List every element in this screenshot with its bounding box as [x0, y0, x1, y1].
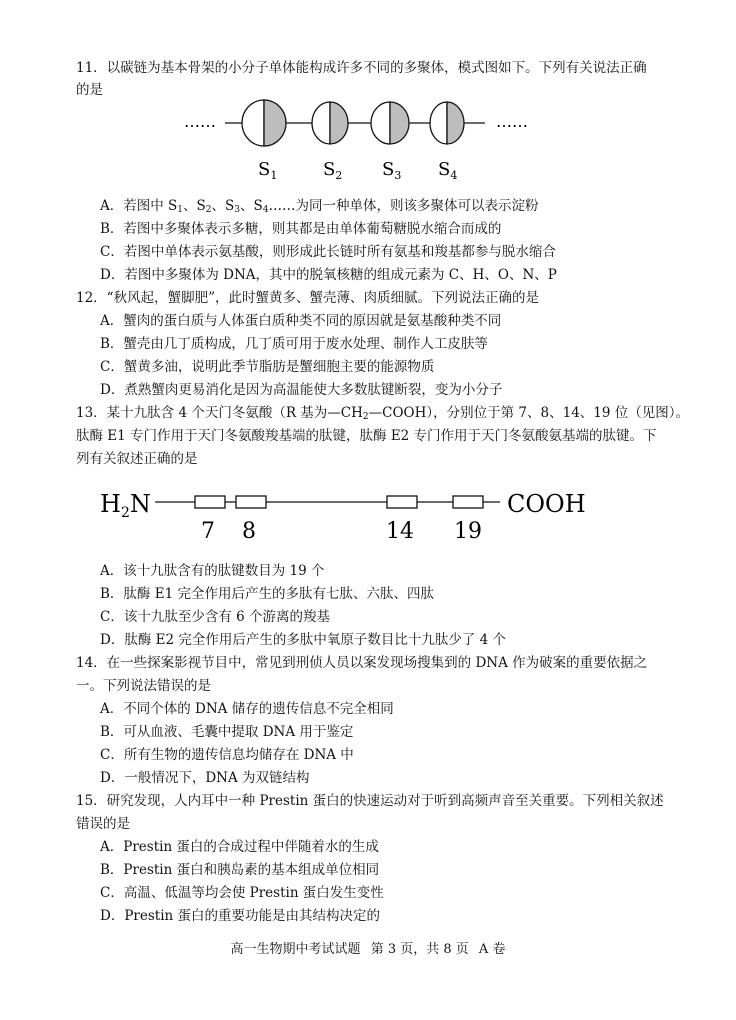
- q14-stem-line1: 14．在一些探案影视节目中，常见到刑侦人员以案发现场搜集到的 DNA 作为破案的重要依据之: [76, 655, 648, 671]
- q15-option-d: D．Prestin 蛋白的重要功能是由其结构决定的: [100, 908, 381, 924]
- q13-option-c: C．该十九肽至少含有 6 个游离的羧基: [100, 609, 331, 625]
- label-s1: $S_1$: [258, 159, 278, 182]
- chain-dots-left: ……: [184, 112, 216, 131]
- amino-terminus: $H_2N$: [100, 490, 151, 521]
- label-s3: $S_3$: [382, 159, 402, 182]
- q15-stem-line2: 错误的是: [76, 816, 130, 832]
- q14-option-a: A．不同个体的 DNA 储存的遗传信息不完全相同: [100, 701, 394, 717]
- footer-title: 高一生物期中考试试题: [230, 942, 361, 957]
- residue-7-box: [195, 496, 225, 508]
- q12-option-d: D．煮熟蟹肉更易消化是因为高温能使大多数肽键断裂，变为小分子: [100, 382, 503, 398]
- q14-option-b: B．可从血液、毛囊中提取 DNA 用于鉴定: [100, 724, 354, 740]
- q14-option-c: C．所有生物的遗传信息均储存在 DNA 中: [100, 747, 354, 763]
- q11-stem-line2: 的是: [76, 82, 103, 98]
- q13-stem-line2: 肽酶 E1 专门作用于天门冬氨酸羧基端的肽键，肽酶 E2 专门作用于天门冬氨酸氨基端的肽键。下: [76, 428, 657, 444]
- position-14: 14: [386, 519, 414, 544]
- q14-option-d: D．一般情况下，DNA 为双链结构: [100, 770, 310, 786]
- q11-option-a: A．若图中 $S_1$、$S_2$、$S_3$、$S_4\dots\dots$为同一种单体，则该多聚体可以表示淀粉: [100, 198, 539, 215]
- q15-option-b: B．Prestin 蛋白和胰岛素的基本组成单位相同: [100, 862, 380, 878]
- residue-19-box: [453, 496, 483, 508]
- footer-page-number: 第 3 页，共 8 页: [370, 942, 469, 957]
- residue-14-box: [387, 496, 417, 508]
- q12-option-a: A．蟹肉的蛋白质与人体蛋白质种类不同的原因就是氨基酸种类不同: [100, 313, 502, 329]
- q13-stem-line3: 列有关叙述正确的是: [76, 451, 198, 467]
- q15-stem-line1: 15．研究发现，人内耳中一种 Prestin 蛋白的快速运动对于听到高频声音至关重要。下列相关叙述: [76, 793, 664, 809]
- q15-option-c: C．高温、低温等均会使 Prestin 蛋白发生变性: [100, 885, 384, 901]
- position-7: 7: [201, 519, 215, 544]
- position-19: 19: [454, 519, 482, 544]
- q14-stem-line2: 一。下列说法错误的是: [76, 678, 211, 694]
- q11-option-c: C．若图中单体表示氨基酸，则形成此长链时所有氨基和羧基都参与脱水缩合: [100, 244, 556, 260]
- footer-version: A 卷: [478, 942, 506, 957]
- q12-option-b: B．蟹壳由几丁质构成，几丁质可用于废水处理、制作人工皮肤等: [100, 336, 488, 352]
- q11-option-d: D．若图中多聚体为 DNA，其中的脱氧核糖的组成元素为 C、H、O、N、P: [100, 267, 557, 283]
- residue-8-box: [236, 496, 266, 508]
- label-s4: $S_4$: [438, 159, 458, 182]
- q11-stem-line1: 11．以碳链为基本骨架的小分子单体能构成许多不同的多聚体，模式图如下。下列有关说法正确: [76, 60, 647, 76]
- page-footer: [0, 938, 736, 957]
- q13-option-b: B．肽酶 E1 完全作用后产生的多肽有七肽、六肽、四肽: [100, 586, 434, 602]
- q12-option-c: C．蟹黄多油，说明此季节脂肪是蟹细胞主要的能源物质: [100, 359, 435, 375]
- q15-option-a: A．Prestin 蛋白的合成过程中伴随着水的生成: [100, 839, 379, 855]
- q13-option-d: D．肽酶 E2 完全作用后产生的多肽中氧原子数目比十九肽少了 4 个: [100, 632, 507, 648]
- q11-option-b: B．若图中多聚体表示多糖，则其都是由单体葡萄糖脱水缩合而成的: [100, 221, 502, 237]
- q13-stem-line1: 13．某十九肽含 4 个天门冬氨酸（R 基为$—CH_2—COOH$），分别位于第 7、8、14、19 位（见图）。: [76, 405, 690, 422]
- carboxyl-terminus: COOH: [507, 490, 586, 518]
- position-8: 8: [242, 519, 256, 544]
- q12-stem: 12．“秋风起，蟹脚肥”，此时蟹黄多、蟹壳薄、肉质细腻。下列说法正确的是: [76, 290, 539, 306]
- chain-dots-right: ……: [496, 112, 528, 131]
- label-s2: $S_2$: [323, 159, 343, 182]
- q13-option-a: A．该十九肽含有的肽键数目为 19 个: [100, 563, 325, 579]
